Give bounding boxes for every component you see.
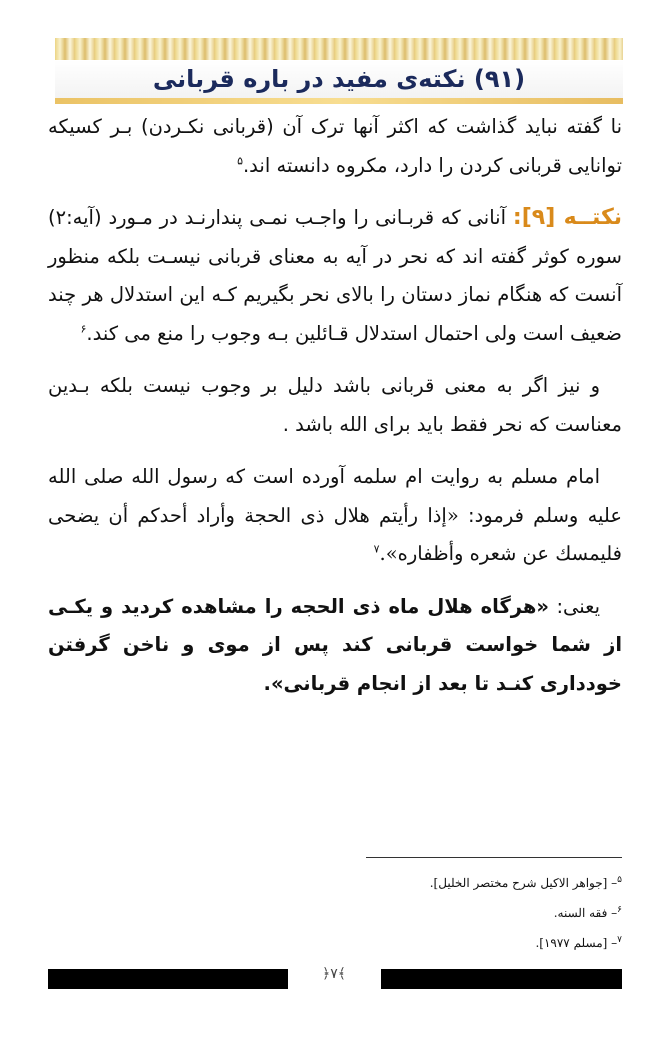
footnote-ref-5: ۵ bbox=[237, 154, 243, 167]
footnote-text: – فقه السنه. bbox=[553, 906, 618, 920]
hadith-translation: «هرگاه هلال ماه ذی الحجه را مشاهده کردید و یکـی از شما خواست قربانی کند پس از موی و ناخن گرفتن خودداری کنـد تا بعد از انجام قربانی». bbox=[48, 594, 622, 695]
paragraph-2 bbox=[48, 199, 622, 353]
footnote-7 bbox=[300, 927, 622, 957]
paragraph-2-text: آنانی که قربـانی را واجـب نمـی پندارنـد در مـورد (آیه:۲) سوره کوثر گفته اند که نحر در آیه به معنای قربانی نیسـت بلکه منظور آنست که هنگام نماز دستان را بالای نحر بگیریم کـه این استدلال هر چند ضعیف است ولی احتمال استدلال قـائلین بـه وجوب را منع می کند. bbox=[48, 206, 622, 345]
footnote-number: ۷ bbox=[617, 935, 622, 945]
footnote-6 bbox=[300, 897, 622, 927]
title-banner bbox=[55, 60, 623, 98]
main-text bbox=[48, 108, 622, 717]
page-title: (۹۱) نکته‌ی مفید در باره قربانی bbox=[152, 65, 526, 93]
paragraph-5 bbox=[48, 588, 622, 704]
paragraph-3 bbox=[48, 367, 622, 444]
footnotes bbox=[300, 867, 622, 957]
paragraph-4 bbox=[48, 458, 622, 574]
footnote-number: ۵ bbox=[617, 875, 622, 885]
paragraph-3-text: و نیز اگر به معنی قربانی باشد دلیل بر وجوب نیست بلکه بـدین معناست که نحر فقط باید برای الله باشد . bbox=[48, 374, 622, 436]
header-underline bbox=[55, 98, 623, 104]
footnote-5 bbox=[300, 867, 622, 897]
footnote-divider bbox=[366, 857, 622, 858]
paragraph-1 bbox=[48, 108, 622, 185]
header-ornament bbox=[55, 38, 623, 60]
nokte-label: نکتــه [۹]: bbox=[512, 205, 623, 230]
paragraph-4-text: امام مسلم به روایت ام سلمه آورده است که رسول الله صلی الله علیه وسلم فرمود: bbox=[48, 465, 623, 527]
footnote-text: – [جواهر الاكيل شرح مختصر الخليل]. bbox=[429, 876, 618, 890]
footnote-ref-6: ۶ bbox=[80, 322, 87, 335]
page-number: ﴿۷﴾ bbox=[322, 966, 346, 982]
hadith-quote: «إذا رأيتم هلال ذى الحجة وأراد أحدكم أن يضحى فليمسك عن شعره وأظفاره». bbox=[48, 503, 622, 565]
footnote-number: ۶ bbox=[617, 905, 622, 915]
footnote-ref-7: ۷ bbox=[373, 542, 380, 556]
footnote-text: – [مسلم ۱۹۷۷]. bbox=[535, 936, 618, 950]
paragraph-5-lead: یعنی: bbox=[549, 594, 600, 618]
footer-bar-left bbox=[48, 969, 288, 989]
footer-bar-right bbox=[381, 969, 622, 989]
paragraph-1-text: نا گفته نباید گذاشت که اکثر آنها ترک آن (قربانی نکـردن) بـر کسیکه توانایی قربانی کردن را دارد، مکروه دانسته اند. bbox=[48, 115, 622, 177]
